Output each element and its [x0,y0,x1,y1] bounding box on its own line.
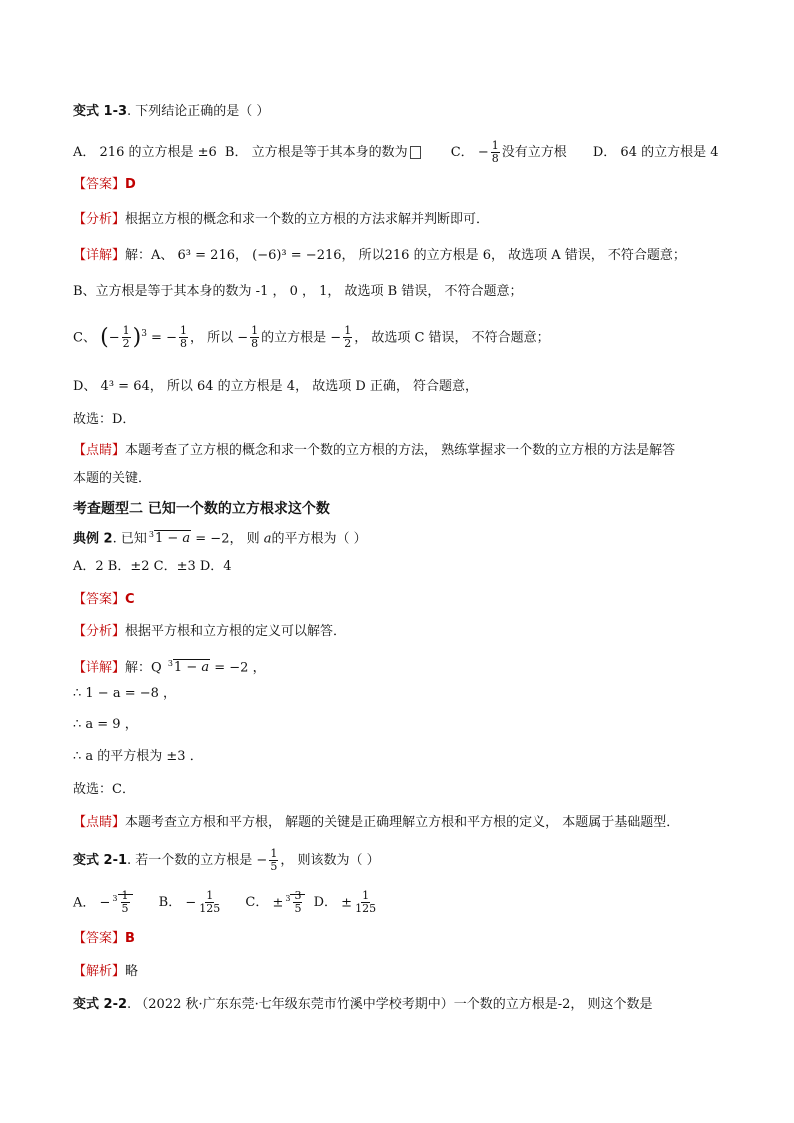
detail-v13-d: D、 4³ = 64， 所以 64 的立方根是 4， 故选项 D 正确， 符合题意， [73,379,479,394]
detail-ex2-3: ∴ a = 9 ， [73,717,138,732]
option-d: D． 64 的立方根是 4 [592,145,719,160]
question-v21: 变式 2-1. 若一个数的立方根是 − $\frac{1}{5}$ ， 则该数为（ ） [73,847,380,873]
choose-ex2: 故选：C． [73,782,135,797]
answer-v21: 【答案】B [73,931,135,946]
options-v13 [73,140,719,165]
section-title: 考查题型二 已知一个数的立方根求这个数 [73,501,330,517]
option-a: A． 216 的立方根是 ±6 [73,145,217,160]
options-ex2: A．2 B．±2 C．±3 D．4 [73,559,232,574]
option-c: C． − $\frac{1}{8}$ 没有立方根 [450,139,567,165]
analysis-v21: 【解析】略 [73,964,139,979]
question-ex2: 典例 2. 已知 $^3$1 − a = −2， 则 a的平方根为（ ） [73,530,367,547]
option-b: B． 立方根是等于其本身的数为 [224,145,408,160]
answer-tag: 【答案】 [73,177,126,192]
question-v22: 变式 2-2. （2022 秋·广东东莞·七年级东莞市竹溪中学校考期中）一个数的立方根是-2， 则这个数是 [73,997,653,1012]
detail-ex2-1: 【详解】解：Q $^3$1 − a = −2 ， [73,659,266,676]
detail-ex2-4: ∴ a 的平方根为 ±3 ． [73,749,203,764]
analysis-v13: 【分析】根据立方根的概念和求一个数的立方根的方法求解并判断即可． [73,212,490,227]
answer-ex2: 【答案】C [73,592,135,607]
question-v13: 变式 1-3. 下列结论正确的是（ ） [73,104,270,119]
detail-ex2-2: ∴ 1 − a = −8 ， [73,686,177,701]
choose-v13: 故选：D． [73,412,136,427]
question-label: 变式 1-3 [73,104,128,119]
analysis-ex2: 【分析】根据平方根和立方根的定义可以解答． [73,624,347,639]
missing-glyph-icon [410,146,421,159]
options-v21: A． − $^3$ $\frac{1}{5}$ B． − $\frac{1}{125}$ C． ± $^3$ $\frac{3}{5}$ D． ± $\frac{1}{125}$ [73,889,377,916]
answer-value: D [125,177,136,192]
comment-ex2: 【点睛】本题考查立方根和平方根， 解题的关键是正确理解立方根和平方根的定义， 本题属于基础题型． [73,815,680,830]
detail-v13-c: C、 (− $\frac{1}{2}$ )$^3$ = − $\frac{1}{8}$ ， 所以 − $\frac{1}{8}$ 的立方根是 − $\frac{1}{2}$ ， 故选项 C 错误， 不符合题意； [73,324,550,351]
comment-v13: 【点睛】本题考查了立方根的概念和求一个数的立方根的方法， 熟练掌握求一个数的立方根的方法是解答 [73,443,676,458]
answer-v13 [73,176,136,194]
detail-v13-a: 【详解】解：A、 6³ = 216， (−6)³ = −216， 所以216 的立方根是 6， 故选项 A 错误， 不符合题意； [73,248,686,263]
detail-v13-b: B、立方根是等于其本身的数为 -1 ， 0 ， 1， 故选项 B 错误， 不符合题意； [73,284,523,299]
comment-v13-2: 本题的关键． [73,471,152,486]
